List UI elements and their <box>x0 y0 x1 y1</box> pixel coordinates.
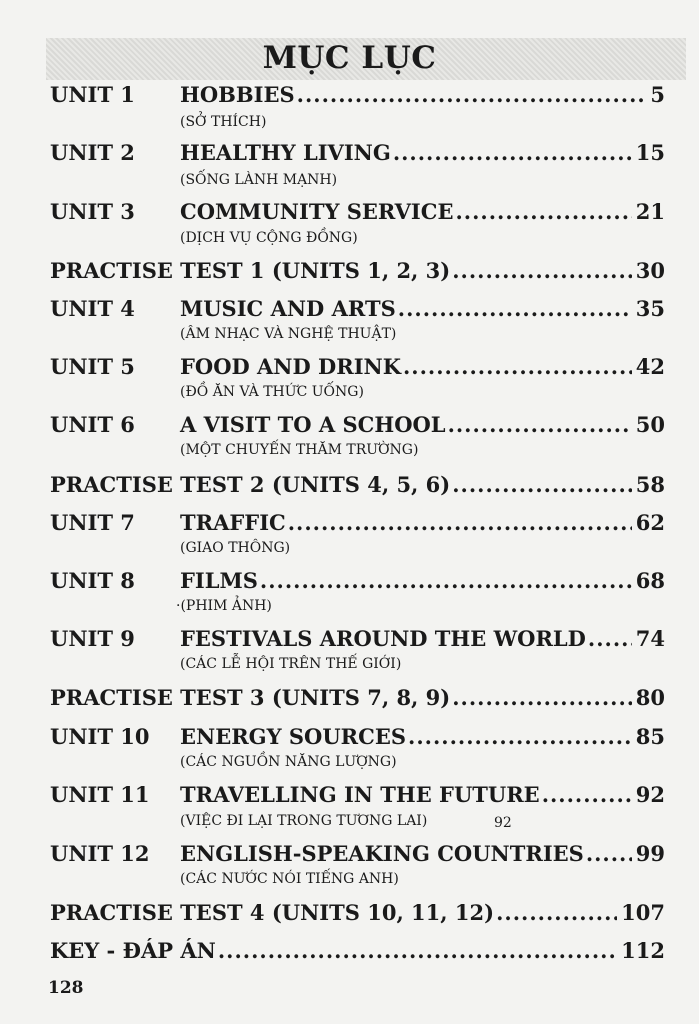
toc-row <box>50 296 665 326</box>
page-ref: 92 <box>635 782 665 807</box>
page-ref: 35 <box>635 296 665 321</box>
toc-row <box>50 568 665 598</box>
entry-title: HEALTHY LIVING <box>180 140 391 165</box>
page-title: MỤC LỤC <box>262 40 437 76</box>
entry-subtitle: (CÁC NƯỚC NÓI TIẾNG ANH) <box>180 871 399 887</box>
page-ref: 62 <box>635 510 665 535</box>
entry-title: KEY - ĐÁP ÁN <box>50 938 216 963</box>
toc-entry <box>50 685 665 710</box>
page-ref: 30 <box>635 258 665 283</box>
entry-title: ENERGY SOURCES <box>180 724 407 749</box>
toc-row <box>50 841 665 871</box>
toc-row <box>50 626 665 656</box>
toc-entry <box>180 724 665 749</box>
toc-row-test <box>50 900 665 930</box>
unit-label: UNIT 3 <box>50 199 135 224</box>
unit-label: UNIT 4 <box>50 296 135 321</box>
toc-entry <box>180 412 665 437</box>
page-ref: 5 <box>650 82 665 107</box>
unit-label: UNIT 9 <box>50 626 135 651</box>
entry-subtitle: (ĐỒ ĂN VÀ THỨC UỐNG) <box>180 384 364 400</box>
entry-title: TRAFFIC <box>180 510 286 535</box>
page-ref: 42 <box>635 354 665 379</box>
entry-subtitle: (GIAO THÔNG) <box>180 540 291 556</box>
entry-title: A VISIT TO A SCHOOL <box>180 412 446 437</box>
toc-entry <box>180 782 665 807</box>
toc-row <box>50 782 665 812</box>
toc-entry <box>50 258 665 283</box>
unit-label: UNIT 8 <box>50 568 135 593</box>
toc-row-key <box>50 938 665 968</box>
entry-title: MUSIC AND ARTS <box>180 296 396 321</box>
entry-subtitle: (SỐNG LÀNH MẠNH) <box>180 172 338 188</box>
unit-label: UNIT 7 <box>50 510 135 535</box>
entry-subtitle: ·(PHIM ẢNH) <box>176 598 272 614</box>
toc-entry <box>180 82 665 107</box>
toc-entry <box>180 841 665 866</box>
entry-title: HOBBIES <box>180 82 295 107</box>
page-number: 128 <box>48 978 84 998</box>
page-ref: 21 <box>635 199 665 224</box>
page-ref: 80 <box>635 685 665 710</box>
toc-entry <box>180 199 665 224</box>
entry-title: FOOD AND DRINK <box>180 354 401 379</box>
page-ref: 85 <box>635 724 665 749</box>
toc-entry <box>180 626 665 651</box>
page-ref: 58 <box>635 472 665 497</box>
entry-title: TRAVELLING IN THE FUTURE <box>180 782 540 807</box>
page-ref: 15 <box>635 140 665 165</box>
unit-label: UNIT 10 <box>50 724 150 749</box>
toc-row <box>50 412 665 442</box>
toc-row-test <box>50 258 665 288</box>
unit-label: UNIT 2 <box>50 140 135 165</box>
unit-label: UNIT 12 <box>50 841 150 866</box>
entry-title: PRACTISE TEST 1 (UNITS 1, 2, 3) <box>50 258 451 283</box>
entry-title: ENGLISH-SPEAKING COUNTRIES <box>180 841 584 866</box>
toc-entry <box>50 900 665 925</box>
page-ref: 99 <box>635 841 665 866</box>
toc-entry <box>180 510 665 535</box>
entry-title: PRACTISE TEST 4 (UNITS 10, 11, 12) <box>50 900 495 925</box>
entry-title: PRACTISE TEST 3 (UNITS 7, 8, 9) <box>50 685 451 710</box>
entry-subtitle: (ÂM NHẠC VÀ NGHỆ THUẬT) <box>180 326 397 342</box>
unit-label: UNIT 5 <box>50 354 135 379</box>
toc-entry <box>50 938 665 963</box>
entry-subtitle: (CÁC LỄ HỘI TRÊN THẾ GIỚI) <box>180 656 402 672</box>
entry-title: COMMUNITY SERVICE <box>180 199 454 224</box>
toc-row <box>50 510 665 540</box>
unit-label: UNIT 1 <box>50 82 135 107</box>
page-ref: 50 <box>635 412 665 437</box>
entry-title: PRACTISE TEST 2 (UNITS 4, 5, 6) <box>50 472 451 497</box>
stray-page-number: 92 <box>494 815 512 831</box>
page-ref: 107 <box>621 900 665 925</box>
page-ref: 74 <box>635 626 665 651</box>
toc-row <box>50 354 665 384</box>
entry-title: FESTIVALS AROUND THE WORLD <box>180 626 586 651</box>
toc-entry <box>180 354 665 379</box>
toc-entry <box>50 472 665 497</box>
toc-row <box>50 199 665 229</box>
entry-subtitle: (MỘT CHUYẾN THĂM TRƯỜNG) <box>180 442 419 458</box>
page-ref: 112 <box>621 938 665 963</box>
unit-label: UNIT 6 <box>50 412 135 437</box>
toc-row <box>50 724 665 754</box>
entry-subtitle: (CÁC NGUỒN NĂNG LƯỢNG) <box>180 754 397 770</box>
toc-row <box>50 140 665 170</box>
toc-entry <box>180 568 665 593</box>
toc-entry <box>180 140 665 165</box>
toc-row <box>50 82 665 112</box>
toc-row-test <box>50 472 665 502</box>
toc-entry <box>180 296 665 321</box>
page-ref: 68 <box>635 568 665 593</box>
entry-subtitle: (VIỆC ĐI LẠI TRONG TƯƠNG LAI) <box>180 813 428 829</box>
entry-title: FILMS <box>180 568 258 593</box>
toc-row-test <box>50 685 665 715</box>
entry-subtitle: (DỊCH VỤ CỘNG ĐỒNG) <box>180 230 358 246</box>
unit-label: UNIT 11 <box>50 782 150 807</box>
entry-subtitle: (SỞ THÍCH) <box>180 114 267 130</box>
